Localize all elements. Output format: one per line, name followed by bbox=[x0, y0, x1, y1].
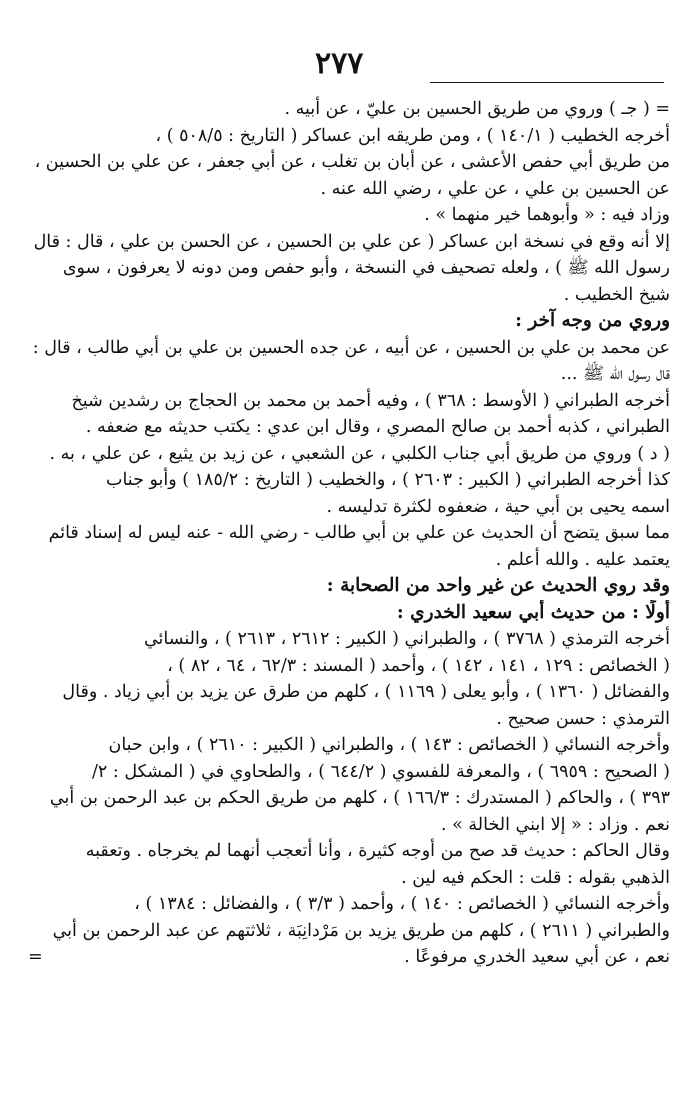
text-line: نعم . وزاد : « إلا ابني الخالة » . bbox=[441, 814, 670, 835]
text-line: ٣٩٣ ) ، والحاكم ( المستدرك : ١٦٦/٣ ) ، كلهم من طريق الحكم بن عبد الرحمن بن أبي bbox=[49, 788, 670, 808]
text-line: عن محمد بن علي بن الحسين ، عن أبيه ، عن جده الحسين بن علي بن أبي طالب ، قال : bbox=[32, 337, 670, 358]
text-line: ( الصحيح : ٦٩٥٩ ) ، والمعرفة للفسوي ( ٦٤٤/٢ ) ، والطحاوي في ( المشكل : ٢/ bbox=[92, 761, 670, 782]
text-line: والفضائل ( ١٣٦٠ ) ، وأبو يعلى ( ١١٦٩ ) ، كلهم من طرق عن يزيد بن أبي زياد . وقال bbox=[62, 682, 670, 702]
page-body bbox=[28, 96, 670, 971]
text-line: رسول الله ﷺ ) ، ولعله تصحيف في النسخة ، وأبو حفص ومن دونه لا يعرفون ، سوى bbox=[62, 258, 670, 278]
text-line: أخرجه الخطيب ( ١٤٠/١ ) ، ومن طريقه ابن عساكر ( التاريخ : ٥٠٨/٥ ) ، bbox=[155, 125, 670, 146]
text-line: = ( جـ ) وروي من طريق الحسين بن عليّ ، عن أبيه . bbox=[284, 99, 670, 119]
header-rule bbox=[430, 82, 664, 83]
text-line: كذا أخرجه الطبراني ( الكبير : ٢٦٠٣ ) ، والخطيب ( التاريخ : ١٨٥/٢ ) وأبو جناب bbox=[106, 470, 670, 490]
text-line: ( الخصائص : ١٢٩ ، ١٤١ ، ١٤٢ ) ، وأحمد ( المسند : ٦٢/٣ ، ٦٤ ، ٨٢ ) ، bbox=[167, 655, 670, 676]
text-line: وقال الحاكم : حديث قد صح من أوجه كثيرة ، وأنا أتعجب أنهما لم يخرجاه . وتعقبه bbox=[85, 841, 670, 861]
page-number: ٢٧٧ bbox=[315, 46, 364, 81]
text-line: أخرجه الطبراني ( الأوسط : ٣٦٨ ) ، وفيه أحمد بن محمد بن الحجاج بن رشدين شيخ bbox=[71, 390, 670, 411]
text-line: عن الحسين بن علي ، عن علي ، رضي الله عنه . bbox=[320, 178, 670, 199]
text-line: اسمه يحيى بن أبي حية ، ضعفوه لكثرة تدليسه . bbox=[326, 496, 670, 517]
text-line: الترمذي : حسن صحيح . bbox=[496, 708, 670, 729]
section-heading: أولًا : من حديث أبي سعيد الخدري : bbox=[396, 601, 670, 623]
text-line: ( د ) وروي من طريق أبي جناب الكلبي ، عن الشعبي ، عن زيد بن يثيع ، عن علي ، به . bbox=[49, 443, 670, 464]
last-line-wrapper bbox=[28, 944, 670, 971]
text-line: وأخرجه النسائي ( الخصائص : ١٤٠ ) ، وأحمد ( ٣/٣ ) ، والفضائل : ١٣٨٤ ) ، bbox=[134, 894, 670, 914]
text-line: نعم ، عن أبي سعيد الخدري مرفوعًا . bbox=[404, 947, 670, 967]
text-line: يعتمد عليه . والله أعلم . bbox=[495, 549, 670, 570]
text-line: إلا أنه وقع في نسخة ابن عساكر ( عن علي بن الحسين ، عن الحسن بن علي ، قال : قال bbox=[33, 231, 670, 252]
text-line: الطبراني ، كذبه أحمد بن صالح المصري ، وقال ابن عدي : يكتب حديثه مع ضعفه . bbox=[85, 417, 670, 437]
text-line: وأخرجه النسائي ( الخصائص : ١٤٣ ) ، والطبراني ( الكبير : ٢٦١٠ ) ، وابن حبان bbox=[108, 735, 670, 755]
text-line: والطبراني ( ٢٦١١ ) ، كلهم من طريق يزيد بن مَرْدانِبَة ، ثلاثتهم عن عبد الرحمن بن أبي bbox=[52, 920, 670, 941]
section-heading: وروي من وجه آخر : bbox=[515, 310, 670, 331]
text-line: أخرجه الترمذي ( ٣٧٦٨ ) ، والطبراني ( الكبير : ٢٦١٢ ، ٢٦١٣ ) ، والنسائي bbox=[143, 629, 670, 649]
text-line: من طريق أبي حفص الأعشى ، عن أبان بن تغلب ، عن أبي جعفر ، عن علي بن الحسين ، bbox=[34, 152, 670, 172]
continuation-mark: = bbox=[28, 947, 43, 967]
text-line: قال رسول الله ﷺ ... bbox=[560, 364, 670, 384]
text-line: وزاد فيه : « وأبوهما خير منهما » . bbox=[424, 205, 670, 225]
text-line: مما سبق يتضح أن الحديث عن علي بن أبي طالب - رضي الله - عنه ليس له إسناد قائم bbox=[48, 523, 670, 543]
text-line: شيخ الخطيب . bbox=[563, 284, 670, 305]
section-heading: وقد روي الحديث عن غير واحد من الصحابة : bbox=[326, 575, 670, 596]
page-header bbox=[0, 40, 698, 90]
text-line: الذهبي بقوله : قلت : الحكم فيه لين . bbox=[401, 867, 670, 888]
